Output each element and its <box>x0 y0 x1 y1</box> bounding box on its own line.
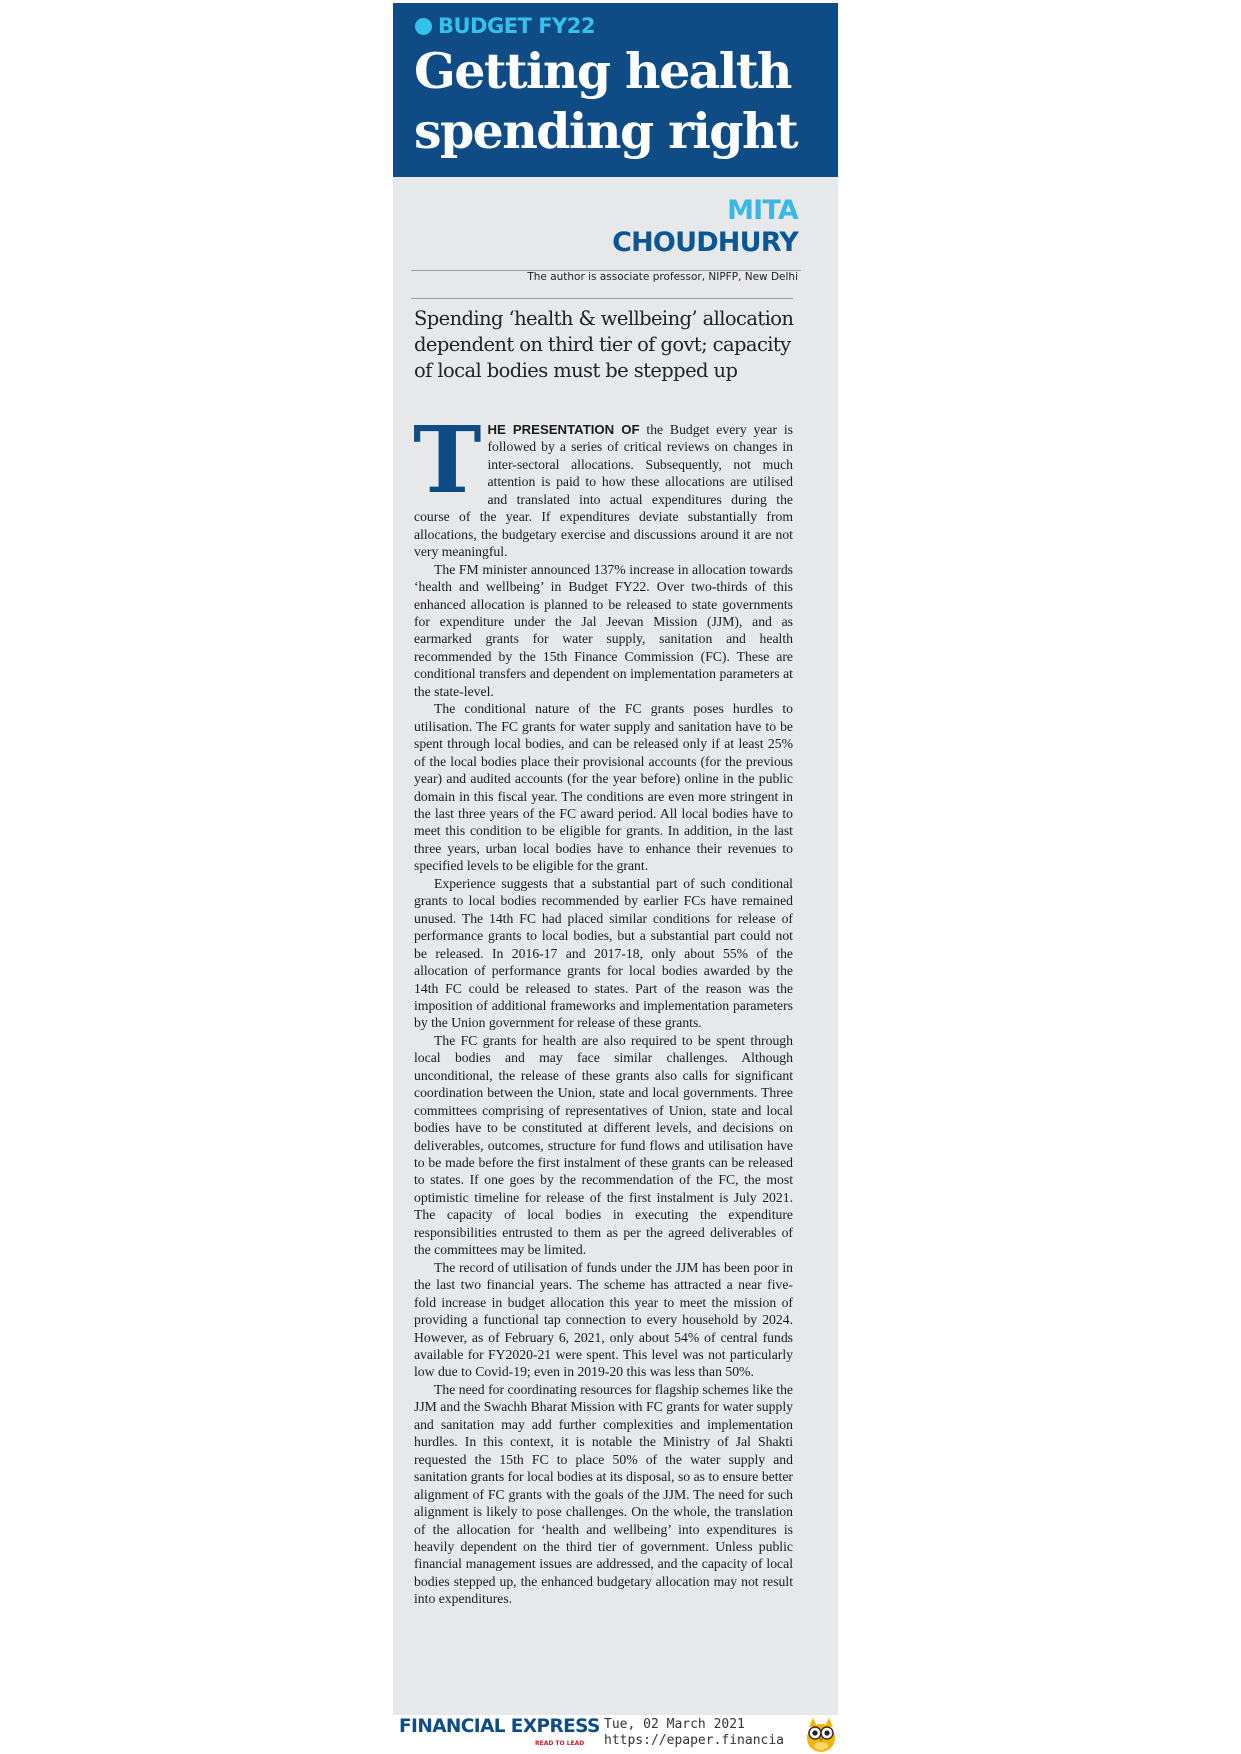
section-kicker <box>415 13 595 39</box>
article-paragraph: Experience suggests that a substantial part of such conditional grants to local bodies recommended by earlier FCs have remained unused. The 14th FC had placed similar conditions for release of performance grants to local bodies, but a substantial part could not be released. In 2016-17 and 2017-18, only about 55% of the allocation of performance grants for local bodies awarded by the 14th FC could be released to states. Part of the reason was the imposition of additional frameworks and implementation parameters by the Union government for release of these grants. <box>414 875 793 1031</box>
source-url[interactable]: https://epaper.financia <box>604 1733 785 1748</box>
article-header <box>393 3 838 177</box>
standfirst <box>414 306 814 384</box>
author-first-name: MITA <box>727 195 798 226</box>
epaper-footer <box>393 1716 843 1754</box>
article-body <box>413 406 794 1608</box>
standfirst-line-3: of local bodies must be stepped up <box>414 359 738 382</box>
article-paragraph: The conditional nature of the FC grants poses hurdles to utilisation. The FC grants for water supply and sanitation have to be spent through local bodies, and can be released only if at least 25% of the local bodies place their provisional accounts (for the previous year) and audited accounts (for the year before) online in the public domain in this fiscal year. The conditions are even more stringent in the last three years of the FC award period. All local bodies have to meet this condition to be eligible for grants. In addition, in the last three years, urban local bodies have to enhance their revenues to specified levels to be eligible for the grant. <box>414 701 793 874</box>
headline <box>414 41 797 161</box>
brand-tagline: READ TO LEAD <box>535 1740 585 1747</box>
lead-in: HE PRESENTATION OF <box>487 422 640 437</box>
drop-cap: T <box>413 406 482 514</box>
edition-date: Tue, 02 March 2021 <box>604 1717 745 1732</box>
owl-icon <box>804 1715 838 1753</box>
standfirst-line-1: Spending ‘health & wellbeing’ allocation <box>414 307 794 330</box>
brand-logo: FINANCIAL EXPRESS <box>399 1716 600 1737</box>
article-column <box>393 3 838 1715</box>
divider <box>411 298 793 299</box>
article-paragraph: The FC grants for health are also required to be spent through local bodies and may face similar challenges. Although unconditional, the release of these grants also calls for significant coordination between the Union, state and local governments. Three committees comprising of representatives of Union, state and local bodies have to be constituted at different levels, and decisions on deliverables, outcomes, structure for fund flows and utilisation have to be made before the first instalment of these grants can be released to states. If one goes by the recommendation of the FC, the most optimistic timeline for release of the first instalment is July 2021. The capacity of local bodies in executing the expenditure responsibilities entrusted to them as per the agreed deliverables of the committees may be limited. <box>414 1032 793 1258</box>
kicker-text: BUDGET FY22 <box>438 14 595 38</box>
article-paragraph: The record of utilisation of funds under the JJM has been poor in the last two financial years. The scheme has attracted a near five-fold increase in budget allocation this year to meet the mission of providing a functional tap connection to every household by 2024. However, as of February 6, 2021, only about 54% of central funds available for FY2020-21 were spent. This level was not particularly low due to Covid-19; even in 2019-20 this was less than 50%. <box>414 1259 793 1380</box>
headline-line-2: spending right <box>414 102 798 160</box>
standfirst-line-2: dependent on third tier of govt; capacity <box>414 333 791 356</box>
author-bio: The author is associate professor, NIPFP, New Delhi <box>527 271 798 283</box>
author-byline <box>612 195 798 259</box>
article-paragraph <box>413 406 794 561</box>
author-last-name: CHOUDHURY <box>612 227 798 258</box>
paragraph-text: the Budget every year is followed by a series of critical reviews on changes in inter-sectoral allocations. Subsequently, not much attention is paid to how these allocations are utilised and translated into actual expenditures during the course of the year. If expenditures deviate substantially from allocations, the budgetary exercise and discussions around it are not very meaningful. <box>414 422 794 560</box>
bullet-dot-icon <box>415 18 432 35</box>
article-paragraph: The need for coordinating resources for flagship schemes like the JJM and the Swachh Bharat Mission with FC grants for water supply and sanitation may add further complexities and implementation hurdles. In this context, it is notable the Ministry of Jal Shakti requested the 15th FC to place 50% of the water supply and sanitation grants for local bodies at its disposal, so as to ensure better alignment of FC grants with the goals of the JJM. The need for such alignment is likely to pose challenges. On the whole, the translation of the allocation for ‘health and wellbeing’ into expenditures is heavily dependent on the third tier of government. Unless public financial management issues are addressed, and the capacity of local bodies stepped up, the enhanced budgetary allocation may not result into expenditures. <box>414 1381 793 1607</box>
headline-line-1: Getting health <box>414 42 791 100</box>
article-paragraph: The FM minister announced 137% increase in allocation towards ‘health and wellbeing’ in Budget FY22. Over two-thirds of this enhanced allocation is planned to be released to state governments for expenditure under the Jal Jeevan Mission (JJM), and as earmarked grants for water supply, sanitation and health recommended by the 15th Finance Commission (FC). These are conditional transfers and dependent on implementation parameters at the state-level. <box>414 561 793 699</box>
